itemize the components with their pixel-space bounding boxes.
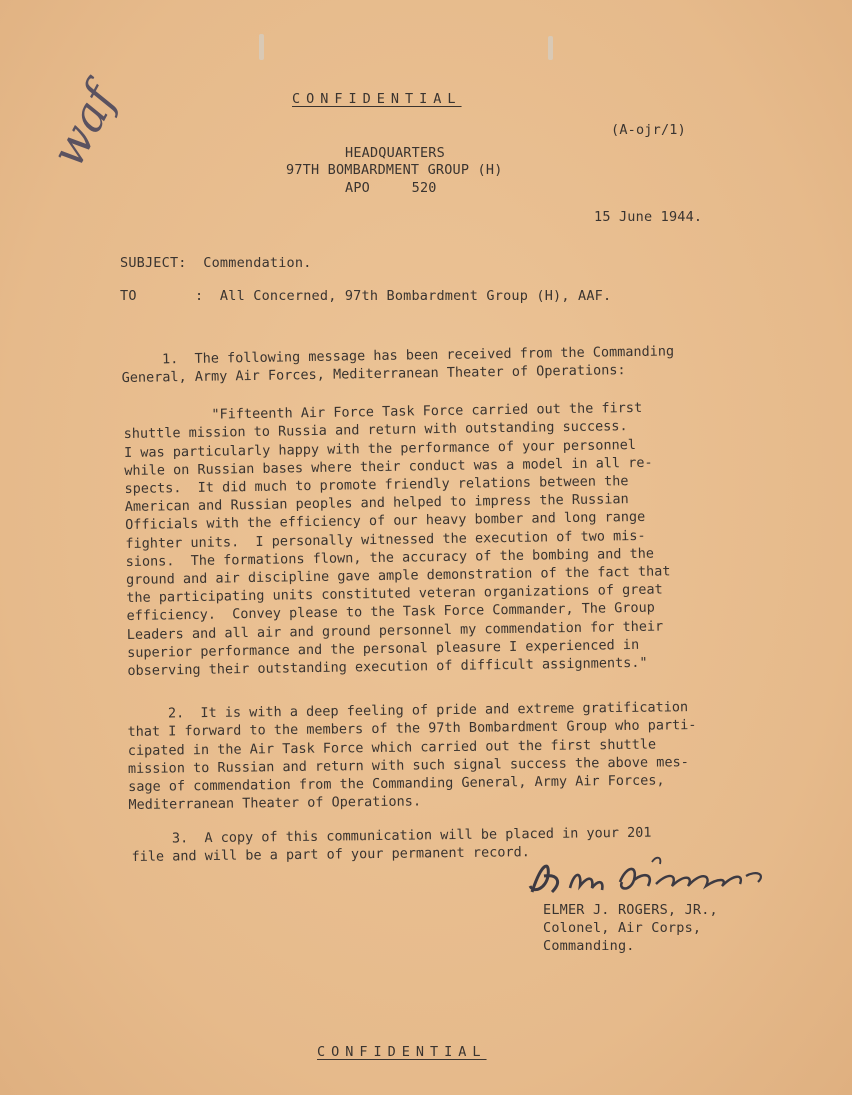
signatory-name: ELMER J. ROGERS, JR., xyxy=(543,902,718,918)
paragraph-line: General, Army Air Forces, Mediterranean Theater of Operations: xyxy=(121,362,626,387)
punch-mark-right xyxy=(548,36,553,60)
handwritten-note: waf xyxy=(40,75,128,176)
paragraph-1 xyxy=(121,324,674,387)
quote-line: spects. It did much to promote friendly relations between the xyxy=(124,473,629,498)
handwritten-signature xyxy=(522,852,772,902)
paragraph-line: 2. It is with a deep feeling of pride and extreme gratification xyxy=(127,699,689,723)
memo-to: TO : All Concerned, 97th Bombardment Group (H), AAF. xyxy=(120,288,612,304)
unit-line-1: HEADQUARTERS xyxy=(345,145,445,161)
punch-mark-left xyxy=(259,34,264,60)
paragraph-line: sage of commendation from the Commanding General, Army Air Forces, xyxy=(128,772,665,796)
quote-line: fighter units. I personally witnessed the execution of two mis- xyxy=(125,527,646,552)
quote-line: "Fifteenth Air Force Task Force carried out the first xyxy=(211,400,643,423)
paragraph-line: 1. The following message has been received from the Commanding xyxy=(121,343,675,369)
paragraph-line: that I forward to the members of the 97th Bombardment Group who parti- xyxy=(127,717,697,741)
quote-line: I was particularly happy with the performance of your personnel xyxy=(123,436,637,461)
quote-line: while on Russian bases where their conduct was a model in all re- xyxy=(124,454,653,479)
memo-subject: SUBJECT: Commendation. xyxy=(120,255,312,271)
quote-line: observing their outstanding execution of difficult assignments." xyxy=(127,654,648,680)
unit-line-2: 97TH BOMBARDMENT GROUP (H) xyxy=(286,162,503,178)
classification-bottom: CONFIDENTIAL xyxy=(317,1044,487,1060)
quote-line: efficiency. Convey please to the Task Force Commander, The Group xyxy=(126,600,655,625)
quote-line: the participating units constituted veteran organizations of great xyxy=(126,581,663,607)
paragraph-line: cipated in the Air Task Force which carried out the first shuttle xyxy=(127,736,657,759)
paragraph-line: Mediterranean Theater of Operations. xyxy=(128,793,422,814)
paragraph-line: 3. A copy of this communication will be placed in your 201 xyxy=(131,824,652,848)
quote-line: American and Russian peoples and helped to impress the Russian xyxy=(124,491,629,516)
quote-line: ground and air discipline gave ample demonstration of the fact that xyxy=(125,563,671,589)
quote-line: Leaders and all air and ground personnel my commendation for their xyxy=(126,618,664,643)
unit-line-3: APO 520 xyxy=(345,180,437,196)
paragraph-2 xyxy=(127,680,697,814)
quote-line: sions. The formations flown, the accuracy of the bombing and the xyxy=(125,545,655,570)
file-reference: (A-ojr/1) xyxy=(611,122,686,138)
signatory-role: Commanding. xyxy=(543,938,635,954)
paragraph-line: file and will be a part of your permanent record. xyxy=(131,844,530,866)
classification-top: CONFIDENTIAL xyxy=(292,91,462,107)
quote-line: superior performance and the personal pleasure I experienced in xyxy=(127,636,640,661)
paragraph-line: mission to Russian and return with such signal success the above mes- xyxy=(127,753,689,777)
quoted-message xyxy=(123,380,672,680)
quote-line: shuttle mission to Russia and return with outstanding success. xyxy=(123,418,628,443)
signatory-rank: Colonel, Air Corps, xyxy=(543,920,702,936)
document-date: 15 June 1944. xyxy=(594,209,703,225)
quote-line: Officials with the efficiency of our heavy bomber and long range xyxy=(125,509,646,534)
